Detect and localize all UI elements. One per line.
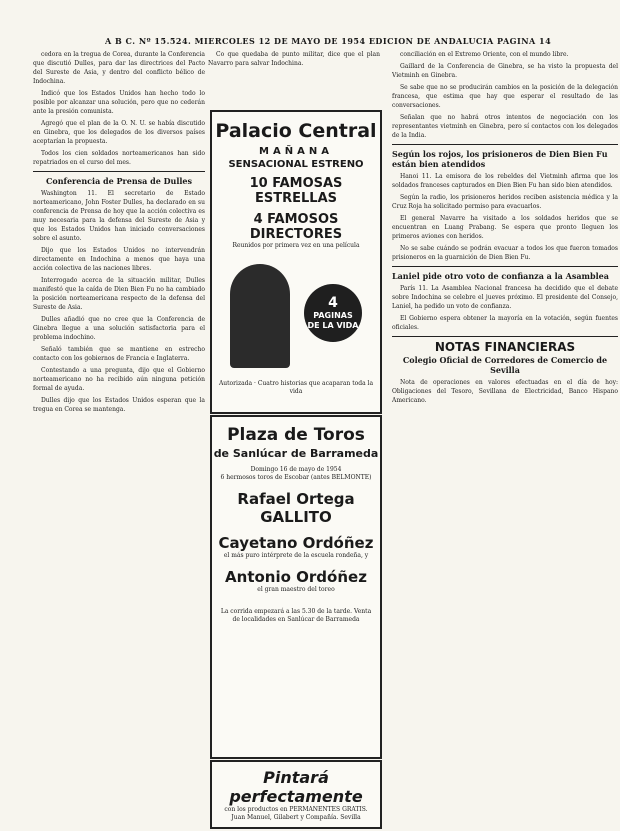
ad-text: con los productos en PERMANENTES GRATIS. Juan Manuel, Gilabert y Compañía. Sevilla (224, 806, 368, 821)
paragraph: Todos los cien soldados norteamericanos han sido repatriados en el curso del mes. (33, 150, 205, 166)
matador-1: Rafael Ortega GALLITO (237, 490, 355, 526)
paragraph: Hanoi 11. La emisora de los rebeldes del Vietminh afirma que los soldados franceses capturados en Dien Bien Fu han sido bien atendidos. (392, 173, 618, 189)
ad-credits: Autorizada · Cuatro historias que acaparan toda la vida (218, 380, 374, 395)
section-title-finance: NOTAS FINANCIERAS (434, 340, 576, 354)
poster-number: 4 (328, 295, 338, 311)
ad-note: el más puro intérprete de la escuela rondeña, y (223, 552, 369, 559)
paragraph: conciliación en el Extremo Oriente, con el mundo libre. (400, 51, 569, 58)
matador-3: Antonio Ordóñez (225, 568, 367, 586)
headline-prisioneros: Según los rojos, los prisioneros de Dien Bien Fu están bien atendidos (392, 149, 608, 169)
ad-line: MAÑANA (259, 146, 333, 157)
page-header: A B C. Nº 15.524. MIERCOLES 12 DE MAYO DE 1954 EDICION DE ANDALUCIA PAGINA 14 (105, 36, 552, 46)
ad-footer: La corrida empezará a las 5.30 de la tarde. Venta de localidades en Sanlúcar de Barrameda (220, 608, 372, 623)
divider (392, 144, 618, 145)
divider (33, 171, 205, 172)
ad-title: Pintará perfectamente (229, 768, 363, 806)
ad-blurb: Reunidos por primera vez en una película (232, 242, 360, 249)
paragraph: Dijo que los Estados Unidos no intervendrán directamente en Indochina a menos que haya una acción colectiva de las naciones libres. (33, 247, 205, 272)
paragraph: Dulles dijo que los Estados Unidos esperan que la tregua en Corea se mantenga. (33, 397, 205, 413)
ad-tagline: el gran maestro del toreo (257, 586, 335, 593)
headline-dulles: Conferencia de Prensa de Dulles (45, 176, 193, 186)
paragraph: Washington 11. El secretario de Estado norteamericano, John Foster Dulles, ha declarado en su conferencia de Prensa de hoy que la acción colectiva es muy necesaria para la defensa del Sureste de Asia y que los Estados Unidos han iniciado conversaciones sobre el asunto. (33, 190, 205, 242)
paragraph: Interrogado acerca de la situación militar, Dulles manifestó que la caída de Dien Bien Fu no ha cambiado la posición norteamericana respecto de la defensa del Sureste de Asia. (33, 277, 205, 311)
paragraph: Se sabe que no se producirán cambios en la posición de la delegación francesa, que estima que hay que esperar el resultado de las conversaciones. (392, 84, 618, 109)
paragraph: Nota de operaciones en valores efectuadas en el día de hoy: Obligaciones del Tesoro, Sevillana de Electricidad, Banco Hispano Americano. (392, 379, 618, 404)
paragraph: El general Navarre ha visitado a los soldados heridos que se encuentran en Luang Prabang. Se espera que pronto lleguen los primeros aviones con heridos. (392, 215, 618, 240)
paragraph: Indicó que los Estados Unidos han hecho todo lo posible por alcanzar una solución, pero que no cederán ante la presión comunista. (33, 90, 205, 115)
paragraph: Señalan que no habrá otros intentos de negociación con los representantes vietminh en Ginebra, pero sí contactos con los delegados de la India. (392, 114, 618, 139)
headline-laniel: Laniel pide otro voto de confianza a la Asamblea (392, 271, 609, 281)
headline-colegio: Colegio Oficial de Corredores de Comercio de Sevilla (402, 355, 608, 375)
paragraph: Dulles añadió que no cree que la Conferencia de Ginebra llegue a una solución satisfactoria para el problema indochino. (33, 316, 205, 341)
paint-ad (210, 760, 382, 829)
poster-text: PAGINAS (313, 311, 353, 320)
paragraph: Contestando a una pregunta, dijo que el Gobierno norteamericano no ha recibido aún ninguna petición formal de ayuda. (33, 367, 205, 392)
cinema-ad (210, 110, 382, 414)
divider (392, 336, 618, 337)
poster-figure (230, 264, 290, 368)
ad-date: Domingo 16 de mayo de 1954 (250, 466, 342, 473)
ad-subtitle: de Sanlúcar de Barrameda (213, 447, 379, 460)
paragraph: Señaló también que se mantiene en estrecho contacto con los gobiernos de Francia e Inglaterra. (33, 346, 205, 362)
matador-2: Cayetano Ordóñez (218, 534, 374, 552)
ad-event: 6 hermosos toros de Escobar (antes BELMONTE) (220, 474, 372, 481)
paragraph: Gaillard de la Conferencia de Ginebra, se ha visto la propuesta del Vietminh en Ginebra. (392, 63, 618, 79)
column-3 (392, 50, 618, 825)
paragraph: Según la radio, los prisioneros heridos reciben asistencia médica y la Cruz Roja ha solicitado permiso para evacuarlos. (392, 194, 618, 210)
paragraph: No se sabe cuándo se podrán evacuar a todos los que fueron tomados prisioneros en la guarnición de Dien Bien Fu. (392, 245, 618, 261)
paragraph: El Gobierno espera obtener la mayoría en la votación, según fuentes oficiales. (392, 315, 618, 331)
paragraph: París 11. La Asamblea Nacional francesa ha decidido que el debate sobre Indochina se celebre el jueves próximo. El presidente del Consejo, Laniel, ha pedido un voto de confianza. (392, 285, 618, 310)
column-2-top (208, 50, 380, 110)
paragraph: cedora en la tregua de Corea, durante la Conferencia que discutió Dulles, para dar las directrices del Pacto del Sureste de Asia, y dentro del conflicto bélico de Indochina. (33, 51, 205, 85)
ad-title: Palacio Central (215, 120, 377, 142)
bullfight-ad (210, 415, 382, 759)
poster-text: DE LA VIDA (307, 321, 359, 330)
divider (392, 266, 618, 267)
ad-line: 4 FAMOSOS DIRECTORES (249, 212, 343, 242)
ad-title: Plaza de Toros (227, 425, 365, 445)
ad-line: 10 FAMOSAS ESTRELLAS (249, 176, 343, 206)
paragraph: Agregó que el plan de la O. N. U. se había discutido en Ginebra, que los delegados de los diversos países aceptarían la propuesta. (33, 120, 205, 145)
movie-poster (226, 258, 366, 376)
column-1 (33, 50, 205, 825)
paragraph: Co que quedaba de punto militar, dice que el plan Navarro para salvar Indochina. (208, 51, 380, 67)
poster-badge (304, 284, 362, 342)
ad-line: SENSACIONAL ESTRENO (228, 159, 364, 170)
